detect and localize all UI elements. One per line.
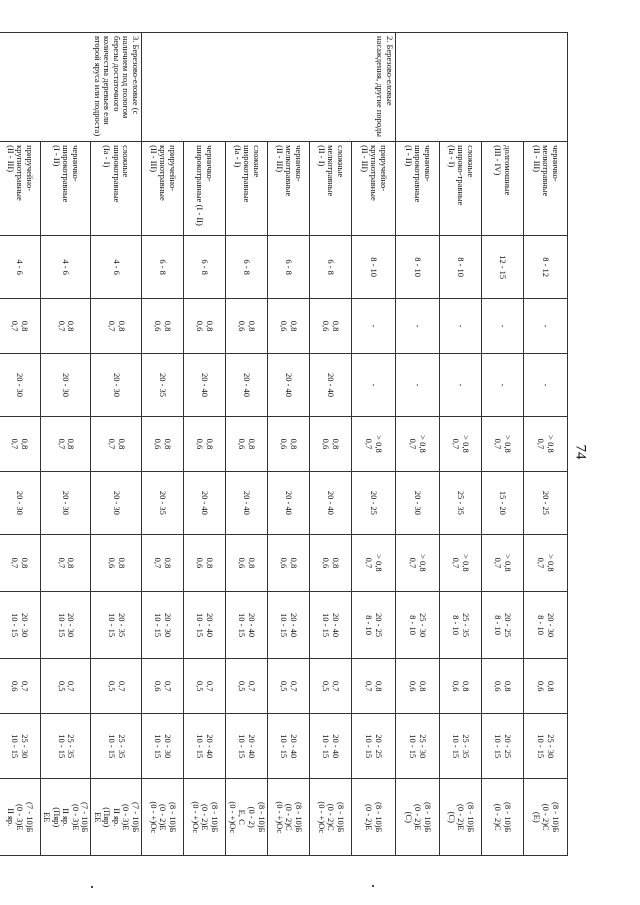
value-cell: (8 - 10)Б (0 - 2)С (0 - +)Ос (268, 779, 310, 856)
value-cell: 20 - 40 (184, 353, 226, 416)
table-row (0, 33, 40, 856)
scan-speck (372, 885, 374, 887)
value-cell: 0,8 0,7 (0, 299, 40, 354)
value-cell: 25 - 35 10 - 15 (40, 714, 91, 779)
value-cell: 15 - 20 (482, 471, 524, 534)
value-cell: 0,8 0,6 (396, 659, 440, 714)
table-row (440, 33, 482, 856)
value-cell: (8 - 10)Б (0 - 2)С (482, 779, 524, 856)
value-cell: 0,7 0,5 (226, 659, 268, 714)
value-cell: 8 - 10 (352, 236, 396, 299)
value-cell: 20 - 40 (268, 353, 310, 416)
value-cell: 0,8 0,7 (91, 299, 142, 354)
value-cell: 20 - 25 10 - 15 (352, 714, 396, 779)
section-label-cell (396, 33, 568, 142)
value-cell: 0,8 0,6 (184, 417, 226, 472)
value-cell: 0,8 0,6 (482, 659, 524, 714)
value-cell: 0,7 0,5 (310, 659, 352, 714)
value-cell: - (352, 299, 396, 354)
forest-type-cell: сложные широкотравные (Ia - I) (91, 142, 142, 236)
value-cell: 25 - 30 8 - 10 (396, 591, 440, 659)
forest-type-cell: приручейно- крупнотравные (II - III) (352, 142, 396, 236)
value-cell: 20 - 30 10 - 15 (0, 591, 40, 659)
value-cell: 20 - 30 10 - 15 (142, 714, 184, 779)
value-cell: 25 - 35 10 - 15 (91, 714, 142, 779)
value-cell: 20 - 40 (268, 471, 310, 534)
value-cell: 25 - 35 8 - 10 (440, 591, 482, 659)
value-cell: 20 - 30 (0, 471, 40, 534)
value-cell: 20 - 30 (91, 471, 142, 534)
forest-type-cell: черничко- широкотравные (I - II) (396, 142, 440, 236)
table-row (482, 33, 524, 856)
value-cell: 20 - 30 (91, 353, 142, 416)
forest-type-cell: черничко- широкотравные (I - II) (184, 142, 226, 236)
forest-type-cell: черничко- широкотравные (I - II) (40, 142, 91, 236)
value-cell: 0,8 0,7 (40, 299, 91, 354)
value-cell: (8 - 10)Б (0 - 2)E (0 - +)Ос (142, 779, 184, 856)
section-label-cell: 3. Березово-еловые (с наличием под пологом березы достаточного количества деревьев ели второй яруса или подроста) (0, 33, 142, 142)
value-cell: 20 - 30 10 - 15 (40, 591, 91, 659)
value-cell: 20 - 40 10 - 15 (268, 591, 310, 659)
table-row (268, 33, 310, 856)
value-cell: 0,8 0,6 (440, 659, 482, 714)
forest-regeneration-table (0, 32, 568, 856)
value-cell: 20 - 40 (310, 353, 352, 416)
value-cell: - (482, 299, 524, 354)
table-row (310, 33, 352, 856)
table-row (396, 33, 440, 856)
value-cell: 0,8 0,6 (268, 417, 310, 472)
value-cell: 25 - 30 10 - 15 (396, 714, 440, 779)
value-cell: - (524, 299, 568, 354)
value-cell: 25 - 30 10 - 15 (0, 714, 40, 779)
value-cell: - (482, 353, 524, 416)
rotated-table (5, 32, 568, 856)
value-cell: (7 - 10)Б (0 - 3)E II яр. (Пяр) EE (40, 779, 91, 856)
value-cell: (8 - 10)Б (0 - 2) E, С (0 - +)Ос (226, 779, 268, 856)
table-row (226, 33, 268, 856)
value-cell: 20 - 25 (524, 471, 568, 534)
value-cell: 0,8 0,7 (91, 417, 142, 472)
value-cell: 20 - 30 10 - 15 (142, 591, 184, 659)
value-cell: 6 - 8 (226, 236, 268, 299)
value-cell: > 0,8 0,7 (440, 417, 482, 472)
value-cell: 20 - 40 10 - 15 (268, 714, 310, 779)
value-cell: 0,8 0,6 (184, 535, 226, 592)
value-cell: 20 - 40 10 - 15 (226, 714, 268, 779)
forest-type-cell: черничко- мелкотравные (II - III) (524, 142, 568, 236)
value-cell: 20 - 40 (184, 471, 226, 534)
table-row (524, 33, 568, 856)
value-cell: 0,8 0,7 (352, 659, 396, 714)
value-cell: 4 - 6 (40, 236, 91, 299)
value-cell: 8 - 10 (440, 236, 482, 299)
forest-type-cell: черничко- мелкотравные (II - III) (268, 142, 310, 236)
value-cell: > 0,8 0,7 (524, 417, 568, 472)
value-cell: - (440, 353, 482, 416)
value-cell: 0,8 0,6 (91, 535, 142, 592)
value-cell: (8 - 10)Б (0 - 2)С (E) (524, 779, 568, 856)
value-cell: 20 - 40 10 - 15 (310, 714, 352, 779)
value-cell: 0,7 0,5 (40, 659, 91, 714)
value-cell: 20 - 35 (142, 353, 184, 416)
value-cell: 0,8 0,7 (0, 417, 40, 472)
value-cell: 20 - 30 (40, 353, 91, 416)
value-cell: 8 - 12 (524, 236, 568, 299)
value-cell: 4 - 6 (91, 236, 142, 299)
forest-type-cell: сложные мелкотравные (II - I) (310, 142, 352, 236)
value-cell: > 0,8 0,7 (396, 535, 440, 592)
value-cell: 0,7 0,5 (184, 659, 226, 714)
value-cell: 0,8 0,6 (226, 535, 268, 592)
value-cell: (8 - 10)Б (0 - 2)E (0 - +)Ос (184, 779, 226, 856)
forest-type-cell: приручейно- крупнотравные (II - III) (0, 142, 40, 236)
value-cell: 0,8 0,6 (268, 299, 310, 354)
value-cell: - (396, 299, 440, 354)
value-cell: 25 - 35 (440, 471, 482, 534)
value-cell: 20 - 35 (142, 471, 184, 534)
table-row (184, 33, 226, 856)
value-cell: 0,8 0,6 (184, 299, 226, 354)
table-row (40, 33, 91, 856)
value-cell: 0,8 0,6 (310, 299, 352, 354)
value-cell: 0,8 0,7 (142, 535, 184, 592)
value-cell: 20 - 40 (226, 471, 268, 534)
value-cell: 0,8 0,6 (226, 299, 268, 354)
value-cell: (7 - 10)Б (0 - 3)E II яр. (Пяр) EE (91, 779, 142, 856)
table-row (142, 33, 184, 856)
value-cell: > 0,8 0,7 (482, 535, 524, 592)
value-cell: 20 - 40 10 - 15 (226, 591, 268, 659)
value-cell: 20 - 35 10 - 15 (91, 591, 142, 659)
table-row (91, 33, 142, 856)
value-cell: 20 - 40 10 - 15 (184, 591, 226, 659)
value-cell: 0,8 0,6 (142, 417, 184, 472)
value-cell: 0,8 0,6 (268, 535, 310, 592)
value-cell: 20 - 30 (40, 471, 91, 534)
value-cell: 0,8 0,6 (524, 659, 568, 714)
forest-type-cell: долгомошные (III - IV) (482, 142, 524, 236)
value-cell: > 0,8 0,7 (396, 417, 440, 472)
value-cell: (7 - 10)Б (0 - 3)E II яр. (0, 779, 40, 856)
value-cell: > 0,8 0,7 (482, 417, 524, 472)
value-cell: 6 - 8 (184, 236, 226, 299)
value-cell: 0,8 0,7 (40, 535, 91, 592)
value-cell: 20 - 30 (396, 471, 440, 534)
value-cell: 0,8 0,6 (142, 299, 184, 354)
value-cell: 20 - 40 10 - 15 (184, 714, 226, 779)
rotated-table-frame (5, 32, 568, 856)
value-cell: - (352, 353, 396, 416)
value-cell: 20 - 25 8 - 10 (352, 591, 396, 659)
scan-speck (91, 886, 93, 888)
value-cell: 8 - 10 (396, 236, 440, 299)
value-cell: (8 - 10)Б (0 - 2)E (352, 779, 396, 856)
value-cell: > 0,8 0,7 (352, 535, 396, 592)
value-cell: 6 - 8 (142, 236, 184, 299)
value-cell: 0,7 0,5 (268, 659, 310, 714)
value-cell: 0,8 0,6 (310, 535, 352, 592)
forest-type-cell: сложные широкотравные (Ia - I) (226, 142, 268, 236)
value-cell: 20 - 30 (0, 353, 40, 416)
value-cell: (8 - 10)Б (0 - 2)E (С) (396, 779, 440, 856)
value-cell: 20 - 25 10 - 15 (482, 714, 524, 779)
value-cell: - (524, 353, 568, 416)
value-cell: 20 - 40 10 - 15 (310, 591, 352, 659)
value-cell: 20 - 30 8 - 10 (524, 591, 568, 659)
value-cell: - (396, 353, 440, 416)
value-cell: 4 - 6 (0, 236, 40, 299)
value-cell: 0,7 0,6 (0, 659, 40, 714)
value-cell: (8 - 10)Б (0 - 2)E (С) (440, 779, 482, 856)
section-label-cell: 2. Березово-еловые насаждения, другие породы (142, 33, 396, 142)
value-cell: 20 - 25 8 - 10 (482, 591, 524, 659)
value-cell: 6 - 8 (268, 236, 310, 299)
value-cell: 0,7 0,6 (142, 659, 184, 714)
value-cell: - (440, 299, 482, 354)
value-cell: 0,8 0,7 (40, 417, 91, 472)
value-cell: 20 - 25 (352, 471, 396, 534)
value-cell: > 0,8 0,7 (524, 535, 568, 592)
value-cell: 20 - 40 (226, 353, 268, 416)
value-cell: 25 - 35 10 - 15 (440, 714, 482, 779)
value-cell: 0,8 0,6 (310, 417, 352, 472)
value-cell: 12 - 15 (482, 236, 524, 299)
value-cell: 25 - 30 10 - 15 (524, 714, 568, 779)
page-number: 74 (572, 444, 589, 460)
value-cell: 0,8 0,6 (226, 417, 268, 472)
value-cell: (8 - 10)Б (0 - 2)С (0 - +)Ос (310, 779, 352, 856)
value-cell: > 0,8 0,7 (352, 417, 396, 472)
table-row (352, 33, 396, 856)
forest-type-cell: приручейно- крупнотравные (II - III) (142, 142, 184, 236)
value-cell: 0,8 0,7 (0, 535, 40, 592)
forest-type-cell: сложные широко-травные (Ia - I) (440, 142, 482, 236)
value-cell: 0,7 0,5 (91, 659, 142, 714)
value-cell: 20 - 40 (310, 471, 352, 534)
value-cell: 6 - 8 (310, 236, 352, 299)
value-cell: > 0,8 0,7 (440, 535, 482, 592)
